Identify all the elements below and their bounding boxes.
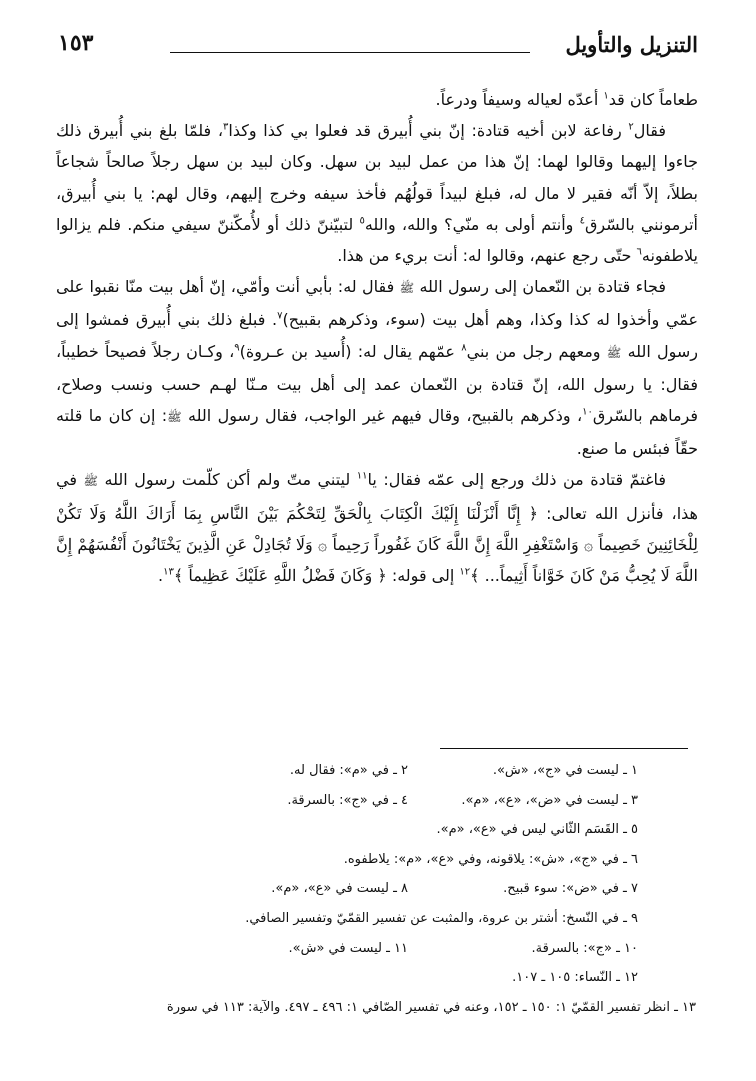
quran-verse-1: ﴿ إِنَّا أَنْزَلْنَا إِلَيْكَ الْكِتَابَ بِالْحَقِّ لِتَحْكُمَ بَيْنَ النَّاسِ بِمَا أَرَاكَ اللَّهُ وَلَا تَكُنْ لِلْخَائِنِينَ خَصِيماً ۞ وَاسْتَغْفِرِ اللَّهَ إِنَّ اللَّهَ كَانَ غَفُوراً رَحِيماً ۞ وَلَا تُجَادِلْ عَنِ الَّذِينَ يَخْتَانُونَ أَنْفُسَهُمْ إِنَّ اللَّهَ لَا يُحِبُّ مَنْ كَانَ خَوَّاناً أَثِيماً... ﴾ bbox=[56, 503, 698, 586]
footnote-8: ٨ ـ ليست في «ع»، «م». bbox=[271, 881, 408, 897]
footnote-11: ١١ ـ ليست في «ش». bbox=[288, 940, 408, 956]
footnote-ref-10: ١٠ bbox=[582, 406, 593, 418]
footnote-13: ١٣ ـ انظر تفسير القمّيّ ١: ١٥٠ ـ ١٥٢، وعنه في تفسير الصّافي ١: ٤٩٦ ـ ٤٩٧. والآية: ١١٣ في سورة bbox=[166, 999, 696, 1015]
footnote-ref-11: ١١ bbox=[356, 471, 368, 483]
honorific-mark: ﷺ bbox=[167, 410, 182, 425]
footnote-row bbox=[56, 756, 696, 786]
footnote-10: ١٠ ـ «ج»: بالسرقة. bbox=[531, 940, 638, 956]
footnote-ref-9: ٩ bbox=[234, 342, 240, 354]
footnote-9: ٩ ـ في النّسخ: أشتر بن عروة، والمثبت عن تفسير القمّيّ وتفسير الصافي. bbox=[245, 910, 638, 926]
footnote-divider bbox=[440, 748, 688, 749]
footnote-12: ١٢ ـ النّساء: ١٠٥ ـ ١٠٧. bbox=[512, 970, 638, 986]
quran-verse-2: ﴿ وَكَانَ فَضْلُ اللَّهِ عَلَيْكَ عَظِيماً ﴾ bbox=[173, 566, 387, 586]
footnote-row bbox=[56, 993, 696, 1023]
paragraph-1: طعاماً كان قد$^١$ أعدّه لعياله وسيفاً ودرعاً. bbox=[435, 90, 698, 109]
footnote-ref-6: ٦ bbox=[636, 246, 642, 258]
footnote-row bbox=[56, 904, 696, 934]
footnotes bbox=[56, 756, 696, 1022]
footnote-ref-1: ١ bbox=[603, 90, 609, 102]
footnote-6: ٦ ـ في «ج»، «ش»: يلاقونه، وفي «ع»، «م»: يلاطفوه. bbox=[343, 851, 638, 867]
footnote-7: ٧ ـ في «ض»: سوء قبيح. bbox=[503, 881, 638, 897]
footnote-ref-12: ١٢ bbox=[459, 566, 471, 578]
paragraph-2: فقال$^٢$ رفاعة لابن أخيه قتادة: إنّ بني أُبيرق قد فعلوا بي كذا وكذا$^٣$، فلمّا بلغ بني أُبيرق ذلك جاءوا إليهما وقالوا لهما: إنّ هذا من عمل لبيد بن سهل. وكان لبيد بن سهل رجلاً صالحاً شجاعاً بطلاً، إلاّ أنّه فقير لا مال له، فبلغ لبيداً قولُهُم فأخذ سيفه وخرج إليهم، وقال لهم: يا بني أُبيرق، أترمونني بالسّرق$^٤$ وأنتم أولى به منّي؟ والله، والله$^٥$ لتبيّننّ ذلك أو لأُمكّننّ سيفي منكم. فلم يزالوا يلاطفونه$^٦$ حتّى رجع عنهم، وقالوا له: أنت بريء من هذا. bbox=[56, 121, 699, 266]
footnote-ref-7: ٧ bbox=[277, 311, 283, 323]
paragraph-3: فجاء قتادة بن النّعمان إلى رسول الله ﷺ فقال له: بأبي أنت وأمّي، إنّ أهل بيت منّا نقبوا على عمّي وأخذوا له كذا وكذا، وهم أهل بيت (سوء، وذكرهم بقبيح)$^٧$. فبلغ ذلك بني أُبيرق فمشوا إلى رسول الله ﷺ ومعهم رجل من بني$^٨$ عمّهم يقال له: (أُسيد بن عـروة)$^٩$، وكـان رجلاً فصيحاً خطيباً، فقال: يا رسول الله، إنّ قتادة بن النّعمان عمد إلى أهل بيت مـنّا لهـم حسب ونسب وصلاح، فرماهم بالسّرق$^{١٠}$، وذكرهم بالقبيح، وقال فيهم غير الواجب، فقال رسول الله ﷺ: إن كان ما قلته حقّاً فبئس ما صنع. bbox=[56, 277, 699, 459]
footnote-4: ٤ ـ في «ج»: بالسرقة. bbox=[287, 792, 408, 808]
footnote-row bbox=[56, 815, 696, 845]
footnote-1: ١ ـ ليست في «ج»، «ش». bbox=[492, 763, 638, 778]
footnote-ref-3: ٣ bbox=[223, 121, 229, 133]
footnote-5: ٥ ـ القَسَم الثّاني ليس في «ع»، «م». bbox=[436, 822, 638, 838]
footnote-row bbox=[56, 934, 696, 964]
footnote-row bbox=[56, 845, 696, 875]
main-text bbox=[56, 84, 698, 591]
footnote-row bbox=[56, 786, 696, 816]
page-number: ١٥٣ bbox=[58, 30, 94, 56]
footnote-3: ٣ ـ ليست في «ض»، «ع»، «م». bbox=[461, 792, 638, 808]
footnote-2: ٢ ـ في «م»: فقال له. bbox=[289, 763, 408, 778]
footnote-ref-2: ٢ bbox=[628, 121, 634, 133]
honorific-mark: ﷺ bbox=[399, 281, 415, 296]
honorific-mark: ﷺ bbox=[606, 345, 622, 360]
honorific-mark: ﷺ bbox=[83, 474, 99, 489]
footnote-ref-13: ١٣ bbox=[163, 566, 174, 578]
page-header bbox=[58, 30, 698, 64]
footnote-ref-8: ٨ bbox=[461, 342, 467, 354]
footnote-row bbox=[56, 963, 696, 993]
footnote-ref-4: ٤ bbox=[579, 215, 585, 227]
running-title: التنزيل والتأويل bbox=[565, 32, 698, 57]
paragraph-4: فاغتمّ قتادة من ذلك ورجع إلى عمّه فقال: يا$^{١١}$ ليتني متّ ولم أكن كلّمت رسول الله ﷺ في هذا، فأنزل الله تعالى: ﴿ إِنَّا أَنْزَلْنَا إِلَيْكَ الْكِتَابَ بِالْحَقِّ لِتَحْكُمَ بَيْنَ النَّاسِ بِمَا أَرَاكَ اللَّهُ وَلَا تَكُنْ لِلْخَائِنِينَ خَصِيماً ۞ وَاسْتَغْفِرِ اللَّهَ إِنَّ اللَّهَ كَانَ غَفُوراً رَحِيماً ۞ وَلَا تُجَادِلْ عَنِ الَّذِينَ يَخْتَانُونَ أَنْفُسَهُمْ إِنَّ اللَّهَ لَا يُحِبُّ مَنْ كَانَ خَوَّاناً أَثِيماً... ﴾$^{١٢}$ إلى قوله: ﴿ وَكَانَ فَضْلُ اللَّهِ عَلَيْكَ عَظِيماً ﴾$^{١٣}$. bbox=[56, 470, 698, 586]
footnote-ref-5: ٥ bbox=[359, 215, 365, 227]
footnote-row bbox=[56, 874, 696, 904]
header-rule bbox=[170, 52, 530, 53]
